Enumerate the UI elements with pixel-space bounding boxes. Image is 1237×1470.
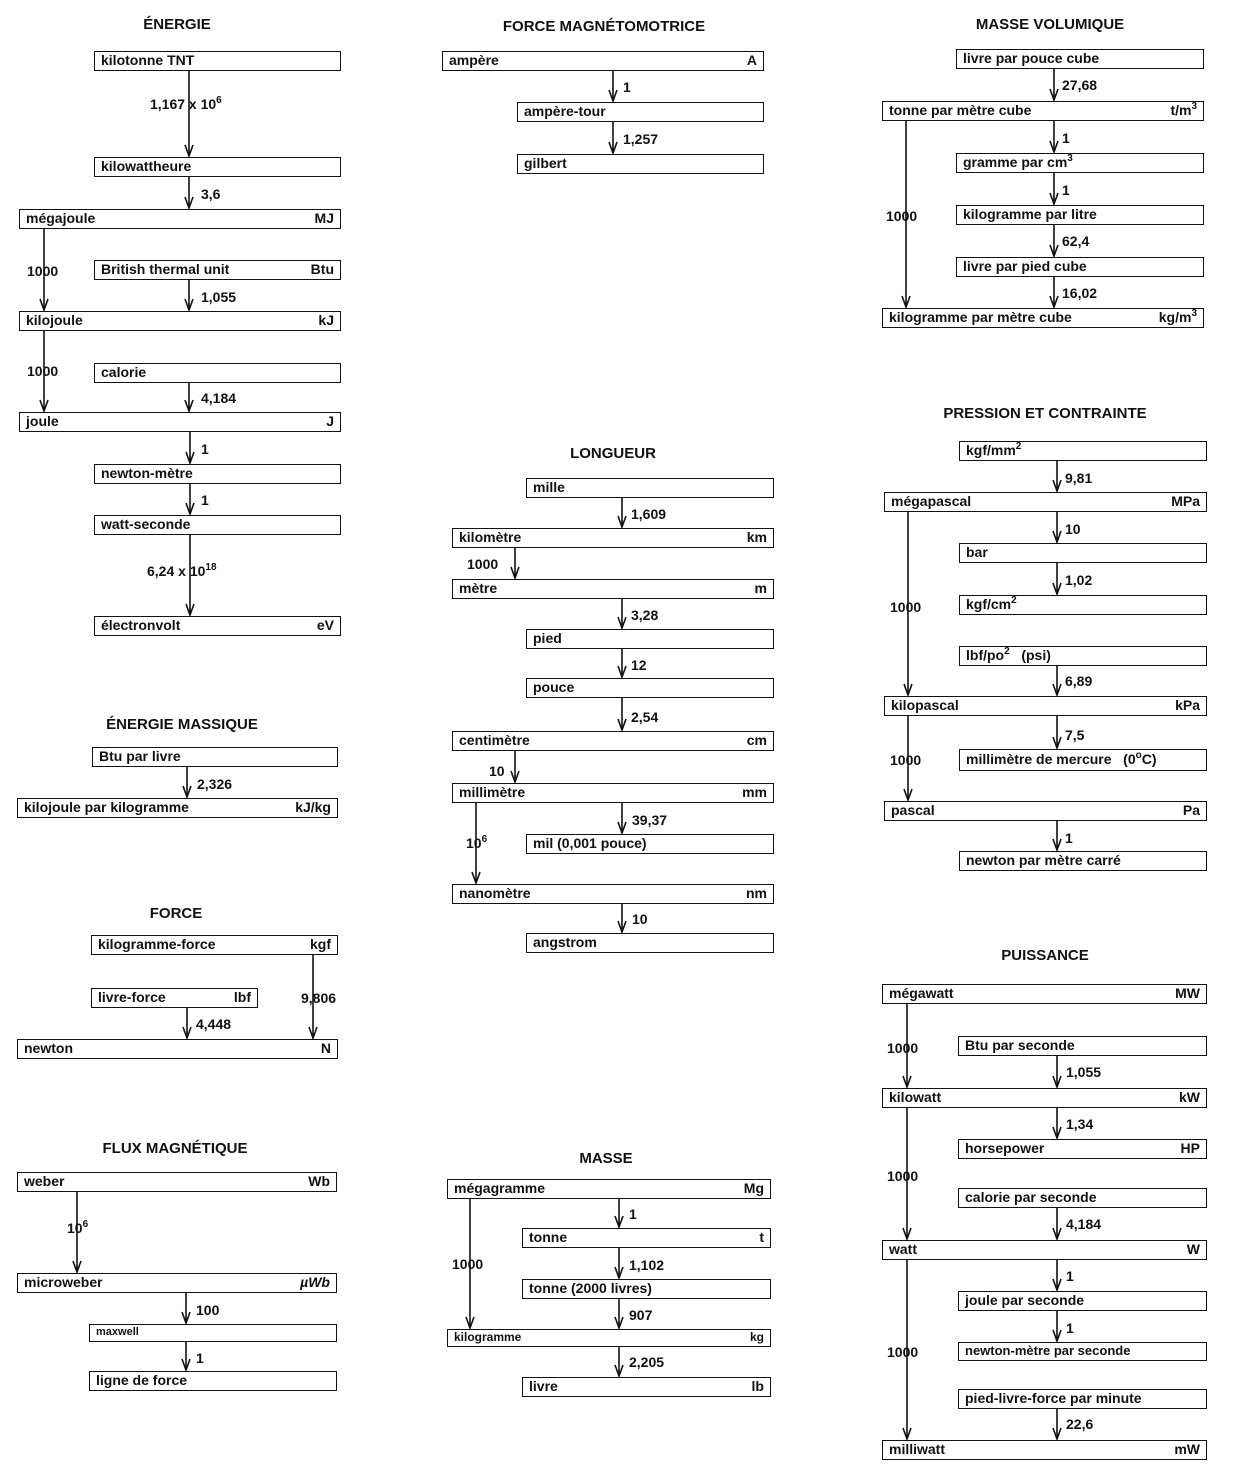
connector-arrow <box>615 1347 623 1376</box>
unit-nanometre: nanomètre nm <box>452 884 774 904</box>
connector-arrow <box>618 498 626 527</box>
unit-mil: mil (0,001 pouce) <box>526 834 774 854</box>
unit-livre-force: livre-force lbf <box>91 988 258 1008</box>
section-title-pression: PRESSION ET CONTRAINTE <box>943 405 1147 422</box>
factor-m-pied: 3,28 <box>631 607 659 623</box>
unit-megagramme: mégagramme Mg <box>447 1179 771 1199</box>
unit-megapascal: mégapascal MPa <box>884 492 1207 512</box>
unit-kilopascal: kilopascal kPa <box>884 696 1207 716</box>
factor-nm-angstrom: 10 <box>632 911 648 927</box>
factor-cal-j: 4,184 <box>201 390 237 406</box>
factor-kg-lb: 2,205 <box>629 1354 665 1370</box>
factor-t-tonne2000: 1,102 <box>629 1257 665 1273</box>
factor-w-mw: 1000 <box>887 1344 919 1360</box>
factor-js-nms: 1 <box>1066 1320 1074 1336</box>
unit-angstrom: angstrom <box>526 933 774 953</box>
unit-kgf-cm2: kgf/$cm^2$ <box>959 595 1207 615</box>
factor-mm-nm: $10^6$ <box>466 834 488 851</box>
connector-arrow <box>615 1199 623 1227</box>
section-title-masse: MASSE <box>579 1150 633 1167</box>
factor-mm-mil: 39,37 <box>632 812 668 828</box>
unit-ligne-de-force: ligne de force <box>89 1371 337 1391</box>
factor-tonne2000-kg: 907 <box>629 1307 653 1323</box>
connector-arrow <box>1050 225 1058 256</box>
unit-livre-par-pied-cube: livre par pied cube <box>956 257 1204 277</box>
unit-joule-par-seconde: joule par seconde <box>958 1291 1207 1311</box>
unit-tonne-2000: tonne (2000 livres) <box>522 1279 771 1299</box>
factor-lbpi3-kgm3: 16,02 <box>1062 285 1098 301</box>
connector-arrow <box>1050 277 1058 307</box>
unit-kj-par-kg: kilojoule par kilogramme kJ/kg <box>17 798 338 818</box>
factor-kwh-mj: 3,6 <box>201 186 221 202</box>
factor-kgl-lbpi3: 62,4 <box>1062 233 1090 249</box>
connector-arrow <box>618 599 626 628</box>
unit-tonne-par-metre-cube: tonne par mètre cube $t/m^3$ <box>882 101 1204 121</box>
unit-kilometre: kilomètre km <box>452 528 774 548</box>
connector-arrow <box>185 71 193 156</box>
factor-km-m: 1000 <box>467 556 499 572</box>
factor-tm3-gcm3: 1 <box>1062 130 1070 146</box>
unit-newton-metre: newton-mètre <box>94 464 341 484</box>
factor-mpa-kpa: 1000 <box>890 599 922 615</box>
connector-arrow <box>1053 461 1061 491</box>
connector-arrow <box>1050 121 1058 152</box>
unit-tonne: tonne t <box>522 1228 771 1248</box>
unit-kg-par-metre-cube: kilogramme par mètre cube $kg/m^3$ <box>882 308 1204 328</box>
connector-arrow <box>1053 1208 1061 1239</box>
unit-calorie: calorie <box>94 363 341 383</box>
factor-a-at: 1 <box>623 79 631 95</box>
connector-arrow <box>511 751 519 782</box>
factor-kw-w: 1000 <box>887 1168 919 1184</box>
factor-gcm3-kgl: 1 <box>1062 182 1070 198</box>
connector-arrow <box>615 1299 623 1328</box>
factor-kgf-n: 9,806 <box>301 990 337 1006</box>
connector-arrow <box>1053 821 1061 850</box>
connector-arrow <box>618 803 626 833</box>
factor-bar-kgfcm2: 1,02 <box>1065 572 1093 588</box>
connector-arrow <box>618 698 626 730</box>
unit-kilowatt: kilowatt kW <box>882 1088 1207 1108</box>
connector-arrow <box>185 383 193 411</box>
unit-kilojoule: kilojoule kJ <box>19 311 341 331</box>
factor-pied-pouce: 12 <box>631 657 647 673</box>
unit-btu: British thermal unit Btu <box>94 260 341 280</box>
unit-millimetre-de-mercure: millimètre de mercure (0$^o$C) <box>959 749 1207 771</box>
connector-arrow <box>185 177 193 208</box>
factor-kgfmm2-mpa: 9,81 <box>1065 470 1093 486</box>
unit-kilogramme-force: kilogramme-force kgf <box>91 935 338 955</box>
section-title-energie: ÉNERGIE <box>143 16 211 33</box>
factor-cals-w: 4,184 <box>1066 1216 1102 1232</box>
factor-uwb-maxwell: 100 <box>196 1302 220 1318</box>
unit-kilotonne-tnt: kilotonne TNT <box>94 51 341 71</box>
factor-ws-ev: 6,24 x $10^{18}$ <box>147 562 217 579</box>
connector-arrow <box>511 548 519 578</box>
unit-bar: bar <box>959 543 1207 563</box>
section-title-puissance: PUISSANCE <box>1001 947 1089 964</box>
unit-newton-par-metre-carre: newton par mètre carré <box>959 851 1207 871</box>
factor-kpa-mmhg: 7,5 <box>1065 727 1085 743</box>
section-title-longueur: LONGUEUR <box>570 445 656 462</box>
unit-pouce: pouce <box>526 678 774 698</box>
unit-kilogramme-par-litre: kilogramme par litre <box>956 205 1204 225</box>
unit-joule: joule J <box>19 412 341 432</box>
unit-gilbert: gilbert <box>517 154 764 174</box>
connector-arrow <box>609 122 617 153</box>
section-title-energie-massique: ÉNERGIE MASSIQUE <box>106 716 258 733</box>
factor-mg-kg: 1000 <box>452 1256 484 1272</box>
unit-livre-par-pouce-cube: livre par pouce cube <box>956 49 1204 69</box>
factor-btulb-kjkg: 2,326 <box>197 776 233 792</box>
unit-megajoule: mégajoule MJ <box>19 209 341 229</box>
unit-watt-seconde: watt-seconde <box>94 515 341 535</box>
factor-maxwell-ligne: 1 <box>196 1350 204 1366</box>
unit-gramme-par-cm3: gramme par $cm^3$ <box>956 153 1204 173</box>
unit-pascal: pascal Pa <box>884 801 1207 821</box>
connector-arrow <box>186 432 194 463</box>
unit-ampere-tour: ampère-tour <box>517 102 764 122</box>
connector-arrow <box>618 904 626 932</box>
unit-milliwatt: milliwatt mW <box>882 1440 1207 1460</box>
connector-arrow <box>609 71 617 101</box>
unit-weber: weber Wb <box>17 1172 337 1192</box>
connector-arrow <box>1053 716 1061 748</box>
factor-at-gilbert: 1,257 <box>623 131 659 147</box>
connector-arrow <box>182 1293 190 1323</box>
factor-cm-mm: 10 <box>489 763 505 779</box>
unit-mille: mille <box>526 478 774 498</box>
section-title-force: FORCE <box>149 905 203 922</box>
connector-arrow <box>186 484 194 514</box>
connector-arrow <box>1053 512 1061 542</box>
factor-psi-kpa: 6,89 <box>1065 673 1093 689</box>
factor-btus-kw: 1,055 <box>1066 1064 1102 1080</box>
unit-btu-par-livre: Btu par livre <box>92 747 338 767</box>
factor-w-js: 1 <box>1066 1268 1074 1284</box>
connector-arrow <box>1053 1056 1061 1087</box>
unit-microweber: microweber µWb <box>17 1273 337 1293</box>
unit-btu-par-seconde: Btu par seconde <box>958 1036 1207 1056</box>
factor-lbpo3-tm3: 27,68 <box>1062 77 1098 93</box>
unit-megawatt: mégawatt MW <box>882 984 1207 1004</box>
unit-lbf-po2-psi: lbf/$po^2$ (psi) <box>959 646 1207 666</box>
connector-arrow <box>1053 1108 1061 1138</box>
factor-tm3-kgm3: 1000 <box>886 208 918 224</box>
connector-arrow <box>1053 1311 1061 1341</box>
connector-arrow <box>1053 666 1061 695</box>
unit-watt: watt W <box>882 1240 1207 1260</box>
factor-btu-kj: 1,055 <box>201 289 237 305</box>
unit-kilowattheure: kilowattheure <box>94 157 341 177</box>
unit-ampere: ampère A <box>442 51 764 71</box>
connector-arrow <box>1050 69 1058 100</box>
factor-mg-t: 1 <box>629 1206 637 1222</box>
connector-arrow <box>183 767 191 797</box>
factor-mw-kw: 1000 <box>887 1040 919 1056</box>
factor-mj-kj: 1000 <box>27 263 59 279</box>
unit-newton: newton N <box>17 1039 338 1059</box>
unit-pied-livre-force-par-minute: pied-livre-force par minute <box>958 1389 1207 1409</box>
unit-millimetre: millimètre mm <box>452 783 774 803</box>
factor-plfm-mw: 22,6 <box>1066 1416 1094 1432</box>
unit-newton-metre-par-seconde: newton-mètre par seconde <box>958 1342 1207 1361</box>
connector-arrow <box>1053 1260 1061 1290</box>
unit-electronvolt: électronvolt eV <box>94 616 341 636</box>
factor-kj-j: 1000 <box>27 363 59 379</box>
unit-metre: mètre m <box>452 579 774 599</box>
factor-kw-hp: 1,34 <box>1066 1116 1094 1132</box>
connector-arrow <box>183 1008 191 1038</box>
factor-mille-km: 1,609 <box>631 506 667 522</box>
section-title-fmm: FORCE MAGNÉTOMOTRICE <box>502 18 706 35</box>
connector-arrow <box>1053 563 1061 594</box>
factor-j-nm: 1 <box>201 441 209 457</box>
connector-arrow <box>1053 1409 1061 1439</box>
factor-nm-ws: 1 <box>201 492 209 508</box>
connector-arrow <box>618 649 626 677</box>
connector-arrow <box>185 280 193 310</box>
factor-wb-uwb: $10^6$ <box>67 1219 89 1236</box>
unit-maxwell: maxwell <box>89 1324 337 1342</box>
factor-kpa-pa: 1000 <box>890 752 922 768</box>
factor-pouce-cm: 2,54 <box>631 709 659 725</box>
factor-mpa-bar: 10 <box>1065 521 1081 537</box>
factor-pa-nm2: 1 <box>1065 830 1073 846</box>
unit-horsepower: horsepower HP <box>958 1139 1207 1159</box>
unit-centimetre: centimètre cm <box>452 731 774 751</box>
unit-calorie-par-seconde: calorie par seconde <box>958 1188 1207 1208</box>
section-title-masse-volumique: MASSE VOLUMIQUE <box>975 16 1125 33</box>
unit-kgf-mm2: kgf/$mm^2$ <box>959 441 1207 461</box>
section-title-flux: FLUX MAGNÉTIQUE <box>102 1140 248 1157</box>
connector-arrow <box>182 1342 190 1370</box>
unit-pied: pied <box>526 629 774 649</box>
factor-lbf-n: 4,448 <box>196 1016 232 1032</box>
unit-livre: livre lb <box>522 1377 771 1397</box>
connector-arrow <box>1050 173 1058 204</box>
connector-arrow <box>615 1248 623 1278</box>
unit-kilogramme: kilogramme kg <box>447 1329 771 1347</box>
factor-kilotonne-kwh: 1,167 x $10^6$ <box>150 95 222 112</box>
